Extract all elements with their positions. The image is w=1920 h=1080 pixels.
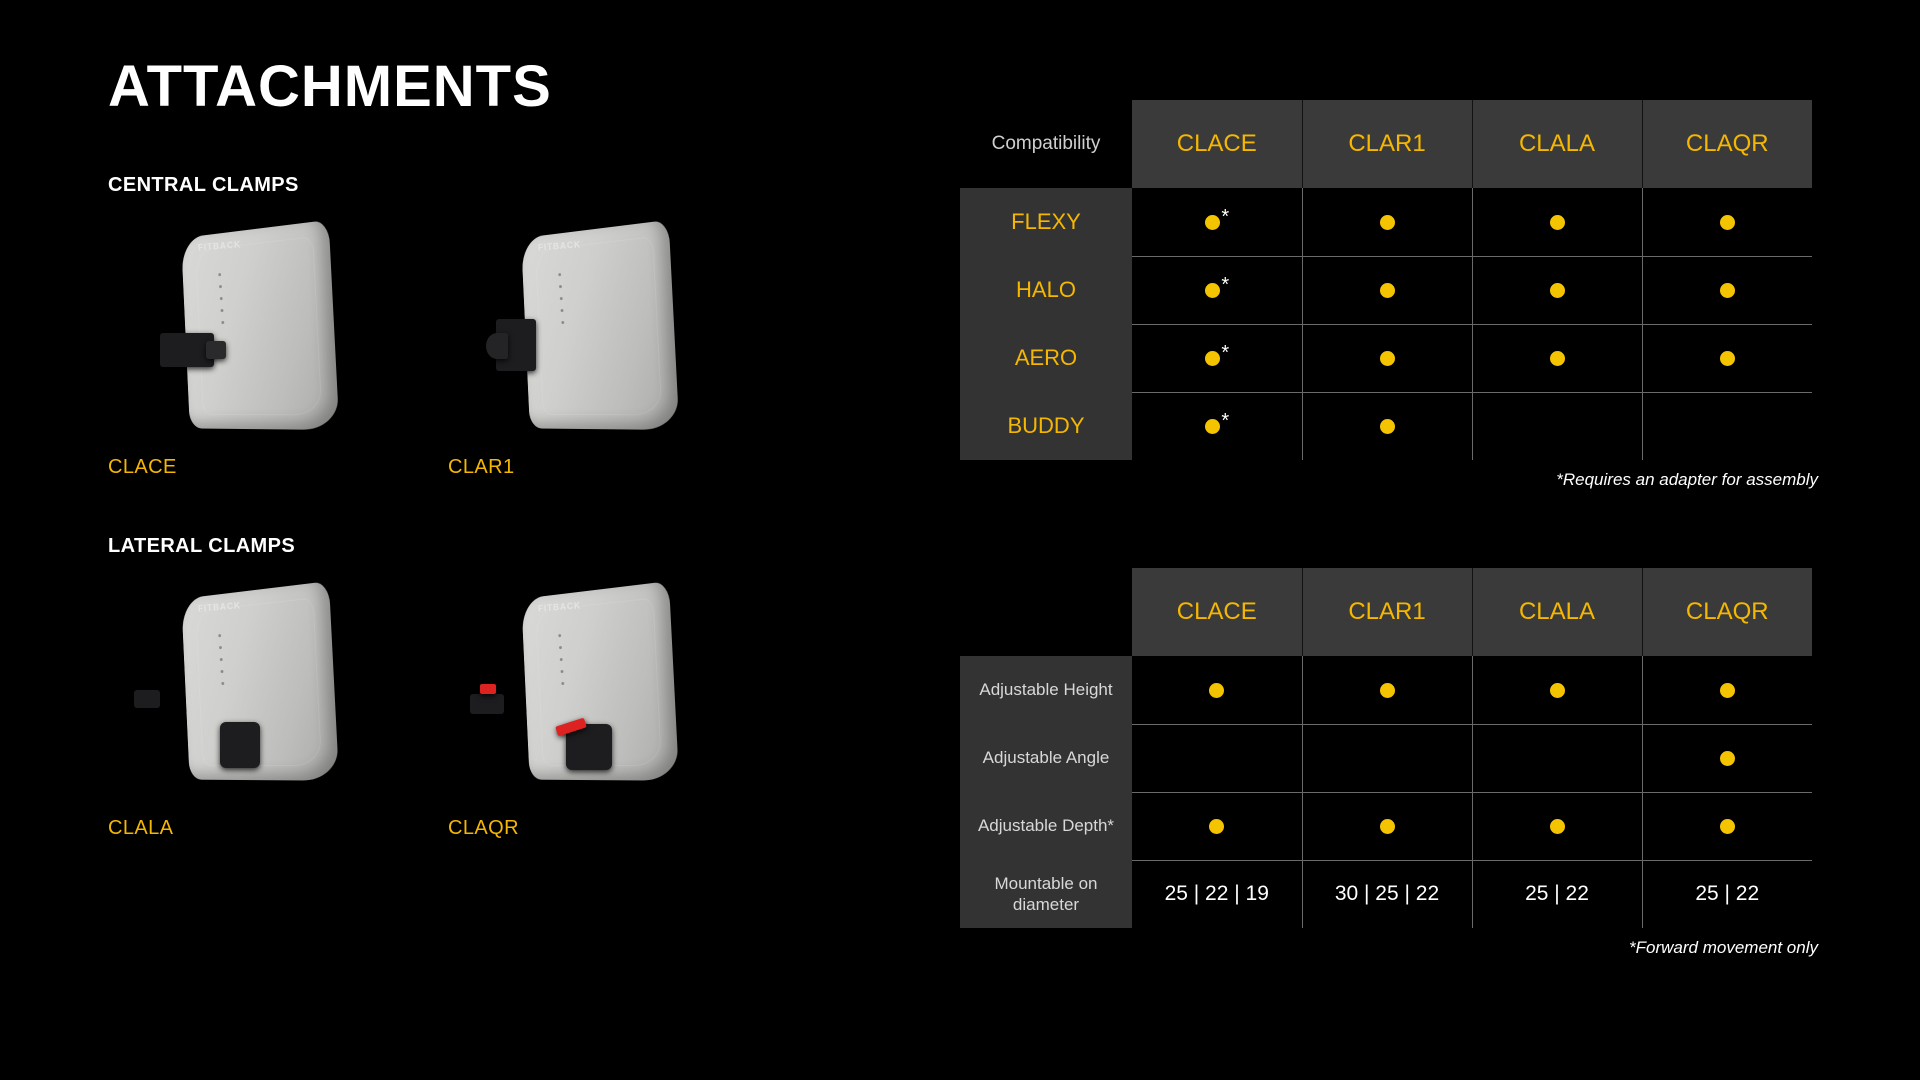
cell-diameter-claqr: 25 | 22 — [1642, 860, 1812, 928]
cell-angle-clace — [1132, 724, 1302, 792]
yes-dot-icon — [1550, 819, 1565, 834]
cell-angle-clala — [1472, 724, 1642, 792]
column-header-clace: CLACE — [1132, 100, 1302, 188]
yes-dot-icon — [1720, 283, 1735, 298]
cell-depth-clala — [1472, 792, 1642, 860]
center-mount-icon — [220, 722, 260, 768]
clala-image — [108, 572, 408, 817]
yes-dot-icon — [1720, 351, 1735, 366]
yes-dot-icon — [1550, 351, 1565, 366]
table-row — [960, 860, 1812, 928]
tables-column — [960, 100, 1820, 958]
column-header-clace: CLACE — [1132, 568, 1302, 656]
side-clamp-icon — [134, 690, 160, 708]
yes-dot-icon — [1380, 351, 1395, 366]
yes-dot-icon — [1209, 819, 1224, 834]
yes-dot-icon — [1380, 283, 1395, 298]
cell-depth-claqr — [1642, 792, 1812, 860]
table-header-row — [960, 100, 1812, 188]
yes-dot-icon — [1720, 751, 1735, 766]
yes-dot-icon — [1380, 819, 1395, 834]
side-clamp-icon — [470, 694, 504, 714]
table-row — [960, 656, 1812, 724]
product-clace[interactable] — [108, 211, 448, 479]
cell-diameter-clar1: 30 | 25 | 22 — [1302, 860, 1472, 928]
row-label-buddy: BUDDY — [960, 392, 1132, 460]
fitback-logo: FITBACK — [197, 600, 242, 614]
cell-aero-clace — [1132, 324, 1302, 392]
cell-aero-claqr — [1642, 324, 1812, 392]
clace-image — [108, 211, 408, 456]
table-header-row — [960, 568, 1812, 656]
product-clar1[interactable] — [448, 211, 788, 479]
row-label-adjustable-depth: Adjustable Depth* — [960, 792, 1132, 860]
row-label-adjustable-height: Adjustable Height — [960, 656, 1132, 724]
footnote-asterisk: * — [1221, 274, 1230, 296]
yes-dot-icon — [1209, 683, 1224, 698]
cell-angle-claqr — [1642, 724, 1812, 792]
cell-angle-clar1 — [1302, 724, 1472, 792]
left-column — [108, 54, 868, 840]
column-header-clar1: CLAR1 — [1302, 568, 1472, 656]
cell-halo-clace — [1132, 256, 1302, 324]
yes-dot-icon — [1380, 419, 1395, 434]
product-label-clar1: CLAR1 — [448, 456, 515, 478]
section-title-central-clamps: CENTRAL CLAMPS — [108, 174, 299, 196]
fitback-logo: FITBACK — [197, 239, 242, 253]
table-row — [960, 724, 1812, 792]
yes-dot-icon — [1380, 683, 1395, 698]
clamp-bolt-icon — [206, 341, 226, 359]
column-header-clala: CLALA — [1472, 100, 1642, 188]
table-row — [960, 324, 1812, 392]
fitback-logo: FITBACK — [537, 600, 582, 614]
row-label-mountable-diameter: Mountable on diameter — [960, 860, 1132, 928]
yes-dot-icon — [1720, 819, 1735, 834]
clamp-knob-icon — [486, 333, 508, 359]
row-label-flexy: FLEXY — [960, 188, 1132, 256]
section-lateral-clamps — [108, 535, 868, 840]
cell-flexy-clace — [1132, 188, 1302, 256]
cell-buddy-clar1 — [1302, 392, 1472, 460]
cell-depth-clace — [1132, 792, 1302, 860]
cell-buddy-clace — [1132, 392, 1302, 460]
cell-buddy-clala — [1472, 392, 1642, 460]
compatibility-corner-label: Compatibility — [991, 133, 1101, 154]
cell-halo-clar1 — [1302, 256, 1472, 324]
cell-height-clar1 — [1302, 656, 1472, 724]
footnote-asterisk: * — [1221, 342, 1230, 364]
cell-flexy-clar1 — [1302, 188, 1472, 256]
yes-dot-icon — [1205, 283, 1220, 298]
cell-buddy-claqr — [1642, 392, 1812, 460]
yes-dot-icon — [1720, 683, 1735, 698]
footnote-asterisk: * — [1221, 410, 1230, 433]
table-row — [960, 392, 1812, 460]
cell-aero-clala — [1472, 324, 1642, 392]
yes-dot-icon — [1720, 215, 1735, 230]
yes-dot-icon — [1205, 419, 1220, 434]
page-title: ATTACHMENTS — [108, 54, 552, 119]
table-row — [960, 792, 1812, 860]
cell-halo-claqr — [1642, 256, 1812, 324]
cell-diameter-clace: 25 | 22 | 19 — [1132, 860, 1302, 928]
cell-depth-clar1 — [1302, 792, 1472, 860]
yes-dot-icon — [1550, 215, 1565, 230]
row-label-halo: HALO — [960, 256, 1132, 324]
cell-height-clala — [1472, 656, 1642, 724]
compatibility-footnote: *Requires an adapter for assembly — [1556, 470, 1818, 489]
yes-dot-icon — [1550, 683, 1565, 698]
product-clala[interactable] — [108, 572, 448, 840]
cell-height-claqr — [1642, 656, 1812, 724]
yes-dot-icon — [1550, 283, 1565, 298]
features-corner-label — [960, 568, 1132, 656]
cell-halo-clala — [1472, 256, 1642, 324]
features-table — [960, 568, 1812, 928]
cell-flexy-claqr — [1642, 188, 1812, 256]
row-label-aero: AERO — [960, 324, 1132, 392]
table-row — [960, 188, 1812, 256]
cell-flexy-clala — [1472, 188, 1642, 256]
yes-dot-icon — [1205, 351, 1220, 366]
yes-dot-icon — [1380, 215, 1395, 230]
product-label-clala: CLALA — [108, 817, 174, 839]
column-header-clala: CLALA — [1472, 568, 1642, 656]
features-footnote: *Forward movement only — [1629, 938, 1818, 957]
table-row — [960, 256, 1812, 324]
cell-height-clace — [1132, 656, 1302, 724]
product-label-claqr: CLAQR — [448, 817, 519, 839]
compatibility-table — [960, 100, 1812, 460]
column-header-claqr: CLAQR — [1642, 568, 1812, 656]
section-title-lateral-clamps: LATERAL CLAMPS — [108, 535, 296, 557]
section-central-clamps — [108, 174, 868, 479]
row-label-adjustable-angle: Adjustable Angle — [960, 724, 1132, 792]
footnote-asterisk: * — [1221, 205, 1230, 228]
column-header-clar1: CLAR1 — [1302, 100, 1472, 188]
quick-release-lever-icon — [480, 684, 496, 694]
claqr-image — [448, 572, 748, 817]
cell-aero-clar1 — [1302, 324, 1472, 392]
column-header-claqr: CLAQR — [1642, 100, 1812, 188]
fitback-logo: FITBACK — [537, 239, 582, 253]
cell-diameter-clala: 25 | 22 — [1472, 860, 1642, 928]
product-claqr[interactable] — [448, 572, 788, 840]
product-label-clace: CLACE — [108, 456, 177, 478]
clar1-image — [448, 211, 748, 456]
yes-dot-icon — [1205, 215, 1220, 230]
